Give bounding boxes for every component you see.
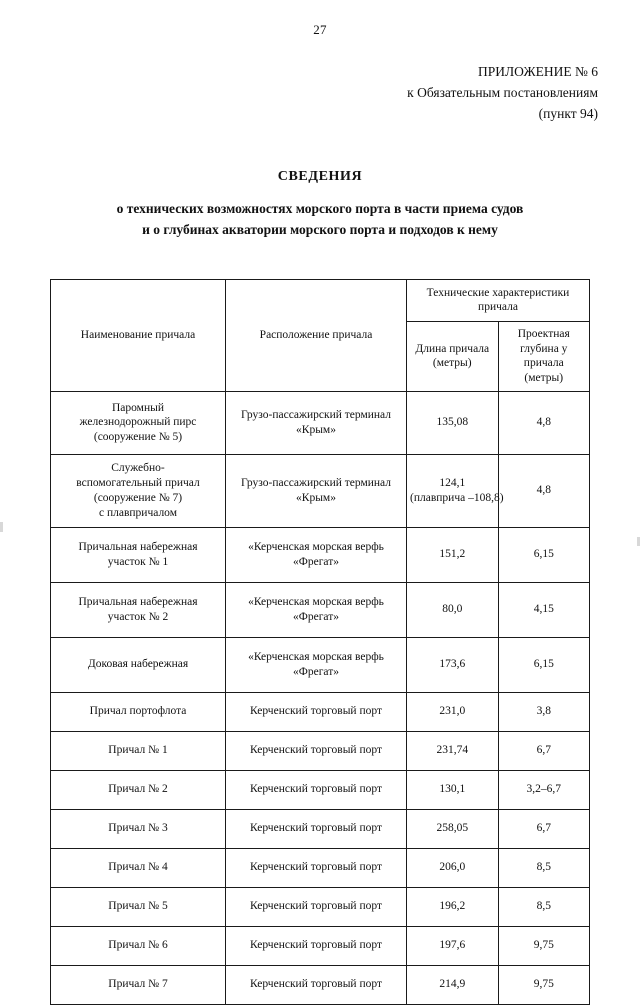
cell-berth-name-line: Причал № 7 — [108, 978, 168, 991]
cell-berth-length — [407, 391, 499, 454]
cell-berth-location-line: Грузо-пассажирский терминал — [241, 477, 391, 490]
column-header-name: Наименование причала — [51, 279, 226, 391]
cell-berth-length — [407, 454, 504, 527]
page-subtitle-line-1: о технических возможностях морского порта в части приема судов — [116, 200, 524, 216]
cell-berth-name — [51, 637, 226, 692]
cell-berth-name — [51, 848, 226, 887]
cell-berth-depth-line: 6,7 — [536, 744, 551, 757]
cell-berth-depth — [498, 391, 590, 454]
table-header — [51, 279, 590, 391]
cell-berth-location-line: Керченский торговый порт — [250, 705, 382, 718]
cell-berth-name — [51, 809, 226, 848]
cell-berth-depth-line: 8,5 — [536, 861, 551, 874]
document-page — [0, 22, 640, 991]
cell-berth-location-line: Керченский торговый порт — [250, 900, 382, 913]
cell-berth-length-line: 151,2 — [439, 548, 466, 561]
cell-berth-depth-line: 4,15 — [533, 603, 554, 616]
cell-berth-length — [407, 692, 499, 731]
table-row — [51, 454, 590, 527]
column-header-depth-line-2: глубина у — [520, 342, 568, 355]
cell-berth-depth-line: 3,8 — [536, 705, 551, 718]
cell-berth-name-line: Причал портофлота — [89, 705, 187, 718]
page-title: СВЕДЕНИЯ — [277, 168, 363, 184]
table-row — [51, 692, 590, 731]
cell-berth-location-line: Керченский торговый порт — [250, 939, 382, 952]
cell-berth-location — [226, 848, 407, 887]
table-row — [51, 731, 590, 770]
cell-berth-location — [226, 770, 407, 809]
cell-berth-location — [226, 582, 407, 637]
cell-berth-name-line: (сооружение № 5) — [93, 431, 183, 444]
cell-berth-length-line: 214,9 — [439, 978, 466, 991]
cell-berth-depth-line: 8,5 — [536, 900, 551, 913]
cell-berth-location-line: «Крым» — [296, 491, 336, 504]
table-row — [51, 809, 590, 848]
cell-berth-length — [407, 731, 499, 770]
cell-berth-name — [51, 582, 226, 637]
cell-berth-name — [51, 731, 226, 770]
cell-berth-name-line: Причал № 2 — [108, 783, 168, 796]
table-row — [51, 582, 590, 637]
table-body — [51, 391, 590, 1004]
column-header-depth-line-4: (метры) — [524, 372, 564, 385]
column-header-length-line-2: (метры) — [432, 357, 472, 370]
berth-specifications-table — [50, 279, 590, 1005]
column-header-length — [407, 321, 499, 391]
table-row — [51, 965, 590, 1004]
cell-berth-location-line: Керченский торговый порт — [250, 861, 382, 874]
cell-berth-length-line: 135,08 — [436, 416, 469, 429]
table-row — [51, 527, 590, 582]
cell-berth-location-line: Керченский торговый порт — [250, 822, 382, 835]
cell-berth-name-line: (сооружение № 7) — [93, 491, 183, 504]
table-row — [51, 926, 590, 965]
cell-berth-location — [226, 637, 407, 692]
cell-berth-depth — [498, 965, 590, 1004]
cell-berth-location — [226, 391, 407, 454]
cell-berth-depth-line: 6,7 — [536, 822, 551, 835]
cell-berth-name-line: Паромный — [111, 401, 164, 414]
cell-berth-depth — [498, 527, 590, 582]
cell-berth-length — [407, 887, 499, 926]
cell-berth-name-line: железнодорожный пирс — [79, 416, 197, 429]
cell-berth-location-line: «Керченская морская верфь — [248, 596, 384, 609]
cell-berth-length — [407, 637, 499, 692]
column-header-location: Расположение причала — [226, 279, 407, 391]
appendix-header — [0, 62, 640, 125]
scan-artifact-left — [0, 522, 3, 532]
cell-berth-length-line: 258,05 — [436, 822, 469, 835]
column-header-length-line-1: Длина причала — [415, 342, 490, 355]
cell-berth-name-line: Причал № 1 — [108, 744, 168, 757]
cell-berth-location — [226, 692, 407, 731]
cell-berth-length — [407, 527, 499, 582]
cell-berth-name-line: вспомогательный причал — [76, 477, 200, 490]
table-row — [51, 848, 590, 887]
cell-berth-depth — [498, 887, 590, 926]
cell-berth-depth — [498, 692, 590, 731]
cell-berth-location-line: «Фрегат» — [293, 665, 339, 678]
cell-berth-location-line: Керченский торговый порт — [250, 744, 382, 757]
cell-berth-length — [407, 848, 499, 887]
cell-berth-name — [51, 887, 226, 926]
cell-berth-length-line: (плавприча –108,8) — [410, 491, 504, 504]
cell-berth-location-line: Керченский торговый порт — [250, 783, 382, 796]
cell-berth-location — [226, 965, 407, 1004]
cell-berth-depth-line: 4,8 — [536, 416, 551, 429]
table-row — [51, 887, 590, 926]
cell-berth-depth-line: 3,2–6,7 — [526, 783, 561, 796]
table-row — [51, 637, 590, 692]
cell-berth-depth-line: 9,75 — [533, 978, 554, 991]
cell-berth-name — [51, 770, 226, 809]
table-row — [51, 391, 590, 454]
cell-berth-name-line: Причал № 5 — [108, 900, 168, 913]
cell-berth-name-line: Причальная набережная — [78, 541, 198, 554]
cell-berth-length — [407, 965, 499, 1004]
cell-berth-location — [226, 527, 407, 582]
cell-berth-location-line: «Керченская морская верфь — [248, 541, 384, 554]
cell-berth-depth — [498, 926, 590, 965]
cell-berth-depth — [498, 770, 590, 809]
cell-berth-depth — [498, 809, 590, 848]
cell-berth-depth — [498, 848, 590, 887]
cell-berth-depth-line: 6,15 — [533, 658, 554, 671]
cell-berth-name-line: участок № 2 — [107, 610, 169, 623]
cell-berth-name — [51, 527, 226, 582]
cell-berth-name-line: Служебно- — [111, 462, 165, 475]
cell-berth-name — [51, 391, 226, 454]
cell-berth-depth — [498, 582, 590, 637]
cell-berth-location-line: Керченский торговый порт — [250, 978, 382, 991]
cell-berth-name — [51, 965, 226, 1004]
document-title-block — [0, 169, 640, 241]
cell-berth-length — [407, 809, 499, 848]
column-header-depth-line-3: причала — [523, 357, 564, 370]
cell-berth-length — [407, 926, 499, 965]
cell-berth-length — [407, 770, 499, 809]
cell-berth-location-line: «Фрегат» — [293, 610, 339, 623]
table-row — [51, 770, 590, 809]
column-header-depth — [498, 321, 590, 391]
cell-berth-depth — [498, 637, 590, 692]
column-header-depth-line-1: Проектная — [517, 327, 570, 340]
cell-berth-location-line: «Фрегат» — [293, 555, 339, 568]
cell-berth-location-line: «Крым» — [296, 423, 336, 436]
cell-berth-location — [226, 454, 407, 527]
cell-berth-length-line: 206,0 — [439, 861, 466, 874]
cell-berth-length-line: 80,0 — [442, 603, 463, 616]
appendix-reference: к Обязательным постановлениям — [407, 84, 598, 100]
cell-berth-length-line: 173,6 — [439, 658, 466, 671]
cell-berth-length-line: 196,2 — [439, 900, 466, 913]
column-header-tech: Технические характеристики причала — [407, 279, 590, 321]
cell-berth-location — [226, 887, 407, 926]
cell-berth-name — [51, 454, 226, 527]
cell-berth-depth-line: 4,8 — [536, 484, 551, 497]
cell-berth-depth-line: 6,15 — [533, 548, 554, 561]
cell-berth-length-line: 231,0 — [439, 705, 466, 718]
cell-berth-location — [226, 926, 407, 965]
cell-berth-name-line: Причал № 3 — [108, 822, 168, 835]
cell-berth-length — [407, 582, 499, 637]
page-subtitle-line-2: и о глубинах акватории морского порта и подходов к нему — [142, 222, 498, 238]
cell-berth-length-line: 231,74 — [436, 744, 469, 757]
cell-berth-name — [51, 692, 226, 731]
cell-berth-depth — [498, 454, 590, 527]
appendix-title: ПРИЛОЖЕНИЕ № 6 — [477, 64, 598, 79]
cell-berth-name-line: Доковая набережная — [87, 658, 189, 671]
cell-berth-name-line: с плавпричалом — [98, 506, 177, 519]
cell-berth-name-line: Причальная набережная — [78, 596, 198, 609]
page-subtitle — [0, 198, 640, 241]
cell-berth-length-line: 197,6 — [439, 939, 466, 952]
cell-berth-depth-line: 9,75 — [533, 939, 554, 952]
cell-berth-length-line: 124,1 — [439, 477, 466, 490]
cell-berth-location-line: «Керченская морская верфь — [248, 651, 384, 664]
cell-berth-name-line: Причал № 6 — [108, 939, 168, 952]
cell-berth-location-line: Грузо-пассажирский терминал — [241, 409, 391, 422]
cell-berth-location — [226, 809, 407, 848]
page-number: 27 — [313, 22, 327, 37]
appendix-clause: (пункт 94) — [538, 105, 598, 121]
cell-berth-name — [51, 926, 226, 965]
cell-berth-depth — [498, 731, 590, 770]
table-header-row-1 — [51, 279, 590, 321]
berth-specifications-table-wrapper — [50, 279, 590, 1005]
cell-berth-name-line: участок № 1 — [107, 555, 169, 568]
cell-berth-location — [226, 731, 407, 770]
cell-berth-length-line: 130,1 — [439, 783, 466, 796]
cell-berth-name-line: Причал № 4 — [108, 861, 168, 874]
